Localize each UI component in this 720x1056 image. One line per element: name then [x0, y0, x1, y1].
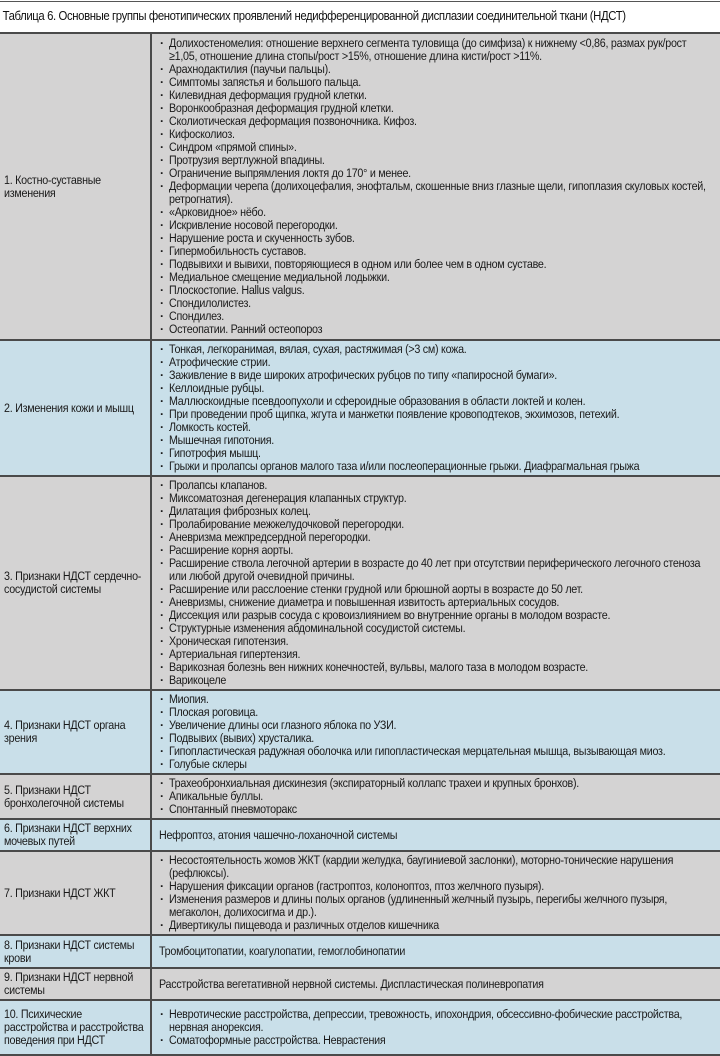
list-item: · Соматоформные расстройства. Неврастения	[159, 1034, 716, 1047]
category-cell: 9. Признаки НДСТ нервной системы	[0, 968, 151, 1000]
table-row	[0, 851, 720, 935]
list-item: · Заживление в виде широких атрофических рубцов по типу «папиросной бумаги».	[159, 369, 716, 382]
list-item: · Ограничение выпрямления локтя до 170° и менее.	[159, 167, 716, 180]
list-item: · Изменения размеров и длины полых органов (удлиненный желчный пузырь, перегибы желчного пузыря, мегаколон, долихосигма и др.).	[159, 893, 716, 919]
list-item: · Воронкообразная деформация грудной клетки.	[159, 102, 716, 115]
category-cell: 10. Психические расстройства и расстройства поведения при НДСТ	[0, 1000, 151, 1055]
items-cell	[151, 476, 720, 690]
items-cell	[151, 33, 720, 340]
list-item: · Маллюскоидные псевдоопухоли и сфероидные образования в области локтей и колен.	[159, 395, 716, 408]
list-item: · Протрузия вертлужной впадины.	[159, 154, 716, 167]
list-item: · Подвывихи и вывихи, повторяющиеся в одном или более чем в одном суставе.	[159, 258, 716, 271]
table-row	[0, 968, 720, 1000]
list-item: · При проведении проб щипка, жгута и манжетки появление кровоподтеков, экхимозов, петехий.	[159, 408, 716, 421]
list-item: · Миопия.	[159, 693, 716, 706]
list-item: · Артериальная гипертензия.	[159, 648, 716, 661]
list-item: · Подвывих (вывих) хрусталика.	[159, 732, 716, 745]
list-item: · Невротические расстройства, депрессии, тревожность, ипохондрия, обсессивно-фобические расстройства, нервная анорексия.	[159, 1008, 716, 1034]
table-row	[0, 690, 720, 774]
list-item: · Гипотрофия мышц.	[159, 447, 716, 460]
items-cell	[151, 690, 720, 774]
list-item: · Расширение корня аорты.	[159, 544, 716, 557]
list-item: · Деформации черепа (долихоцефалия, энофтальм, скошенные вниз глазные щели, гипоплазия скуловых костей, ретрогнатия).	[159, 180, 716, 206]
category-cell: 2. Изменения кожи и мышц	[0, 340, 151, 476]
category-cell: 8. Признаки НДСТ системы крови	[0, 935, 151, 968]
list-item: · Медиальное смещение медиальной лодыжки.	[159, 271, 716, 284]
list-item: · Миксоматозная дегенерация клапанных структур.	[159, 492, 716, 505]
item-list	[159, 854, 716, 932]
table-row	[0, 476, 720, 690]
list-item: · Дилатация фиброзных колец.	[159, 505, 716, 518]
list-item: · Трахеобронхиальная дискинезия (экспираторный коллапс трахеи и крупных бронхов).	[159, 777, 716, 790]
list-item: · Аневризмы, снижение диаметра и повышенная извитость артериальных сосудов.	[159, 596, 716, 609]
items-cell	[151, 774, 720, 819]
list-item: · Килевидная деформация грудной клетки.	[159, 89, 716, 102]
item-list	[159, 693, 716, 771]
list-item: · Диссекция или разрыв сосуда с кровоизлиянием во внутренние органы в молодом возрасте.	[159, 609, 716, 622]
item-list	[159, 1008, 716, 1047]
list-item: · Симптомы запястья и большого пальца.	[159, 76, 716, 89]
cell-text: Расстройства вегетативной нервной системы. Диспластическая полиневропатия	[159, 976, 544, 991]
table-title: Таблица 6. Основные группы фенотипических проявлений недифференцированной дисплазии соединительной ткани (НДСТ)	[2, 8, 626, 23]
list-item: · Голубые склеры	[159, 758, 716, 771]
cell-text: Нефроптоз, атония чашечно-лоханочной системы	[159, 827, 398, 842]
list-item: · Плоская роговица.	[159, 706, 716, 719]
item-list	[159, 777, 716, 816]
table-row	[0, 33, 720, 340]
list-item: · Спонтанный пневмоторакс	[159, 803, 716, 816]
list-item: · Расширение ствола легочной артерии в возрасте до 40 лет при отсутствии периферического легочного стеноза или любой другой очевидной причины.	[159, 557, 716, 583]
list-item: · Атрофические стрии.	[159, 356, 716, 369]
category-cell: 1. Костно-суставные изменения	[0, 33, 151, 340]
list-item: · Кифосколиоз.	[159, 128, 716, 141]
items-cell	[151, 935, 720, 968]
item-list	[159, 479, 716, 687]
list-item: · Хроническая гипотензия.	[159, 635, 716, 648]
items-cell	[151, 819, 720, 851]
table-row	[0, 340, 720, 476]
list-item: · Сколиотическая деформация позвоночника. Кифоз.	[159, 115, 716, 128]
table-row	[0, 774, 720, 819]
category-cell: 7. Признаки НДСТ ЖКТ	[0, 851, 151, 935]
list-item: · Остеопатии. Ранний остеопороз	[159, 323, 716, 336]
list-item: · «Арковидное» нёбо.	[159, 206, 716, 219]
items-cell	[151, 968, 720, 1000]
list-item: · Ломкость костей.	[159, 421, 716, 434]
category-cell: 3. Признаки НДСТ сердечно-сосудистой системы	[0, 476, 151, 690]
list-item: · Расширение или расслоение стенки грудной или брюшной аорты в возрасте до 50 лет.	[159, 583, 716, 596]
list-item: · Пролапсы клапанов.	[159, 479, 716, 492]
items-cell	[151, 340, 720, 476]
list-item: · Несостоятельность жомов ЖКТ (кардии желудка, баугиниевой заслонки), моторно-тонические нарушения (рефлюксы).	[159, 854, 716, 880]
items-cell	[151, 851, 720, 935]
category-cell: 6. Признаки НДСТ верхних мочевых путей	[0, 819, 151, 851]
list-item: · Нарушение роста и скученность зубов.	[159, 232, 716, 245]
list-item: · Нарушения фиксации органов (гастроптоз, колоноптоз, птоз желчного пузыря).	[159, 880, 716, 893]
table-row	[0, 819, 720, 851]
list-item: · Гипермобильность суставов.	[159, 245, 716, 258]
list-item: · Тонкая, легкоранимая, вялая, сухая, растяжимая (>3 см) кожа.	[159, 343, 716, 356]
list-item: · Аневризма межпредсердной перегородки.	[159, 531, 716, 544]
list-item: · Апикальные буллы.	[159, 790, 716, 803]
category-cell: 4. Признаки НДСТ органа зрения	[0, 690, 151, 774]
list-item: · Плоскостопие. Hallus valgus.	[159, 284, 716, 297]
table-row	[0, 935, 720, 968]
list-item: · Искривление носовой перегородки.	[159, 219, 716, 232]
category-cell: 5. Признаки НДСТ бронхолегочной системы	[0, 774, 151, 819]
list-item: · Спондилез.	[159, 310, 716, 323]
phenotype-table	[0, 32, 720, 1056]
list-item: · Келлоидные рубцы.	[159, 382, 716, 395]
list-item: · Дивертикулы пищевода и различных отделов кишечника	[159, 919, 716, 932]
item-list	[159, 37, 716, 336]
list-item: · Арахнодактилия (паучьи пальцы).	[159, 63, 716, 76]
list-item: · Варикоцеле	[159, 674, 716, 687]
list-item: · Грыжи и пролапсы органов малого таза и/или послеоперационные грыжи. Диафрагмальная грыжа	[159, 460, 716, 473]
item-list	[159, 343, 716, 473]
cell-text: Тромбоцитопатии, коагулопатии, гемоглобинопатии	[159, 944, 406, 958]
list-item: · Увеличение длины оси глазного яблока по УЗИ.	[159, 719, 716, 732]
list-item: · Долихостеномелия: отношение верхнего сегмента туловища (до симфиза) к нижнему <0,86, размах рук/рост ≥1,05, отношение длина стопы/рост >15%, отношение длина кисти/рост >11%.	[159, 37, 716, 63]
list-item: · Мышечная гипотония.	[159, 434, 716, 447]
list-item: · Спондилолистез.	[159, 297, 716, 310]
list-item: · Пролабирование межжелудочковой перегородки.	[159, 518, 716, 531]
list-item: · Синдром «прямой спины».	[159, 141, 716, 154]
list-item: · Гипопластическая радужная оболочка или гипопластическая мерцательная мышца, вызывающая миоз.	[159, 745, 716, 758]
list-item: · Варикозная болезнь вен нижних конечностей, вульвы, малого таза в молодом возрасте.	[159, 661, 716, 674]
list-item: · Структурные изменения абдоминальной сосудистой системы.	[159, 622, 716, 635]
table-figure	[0, 1, 720, 1056]
